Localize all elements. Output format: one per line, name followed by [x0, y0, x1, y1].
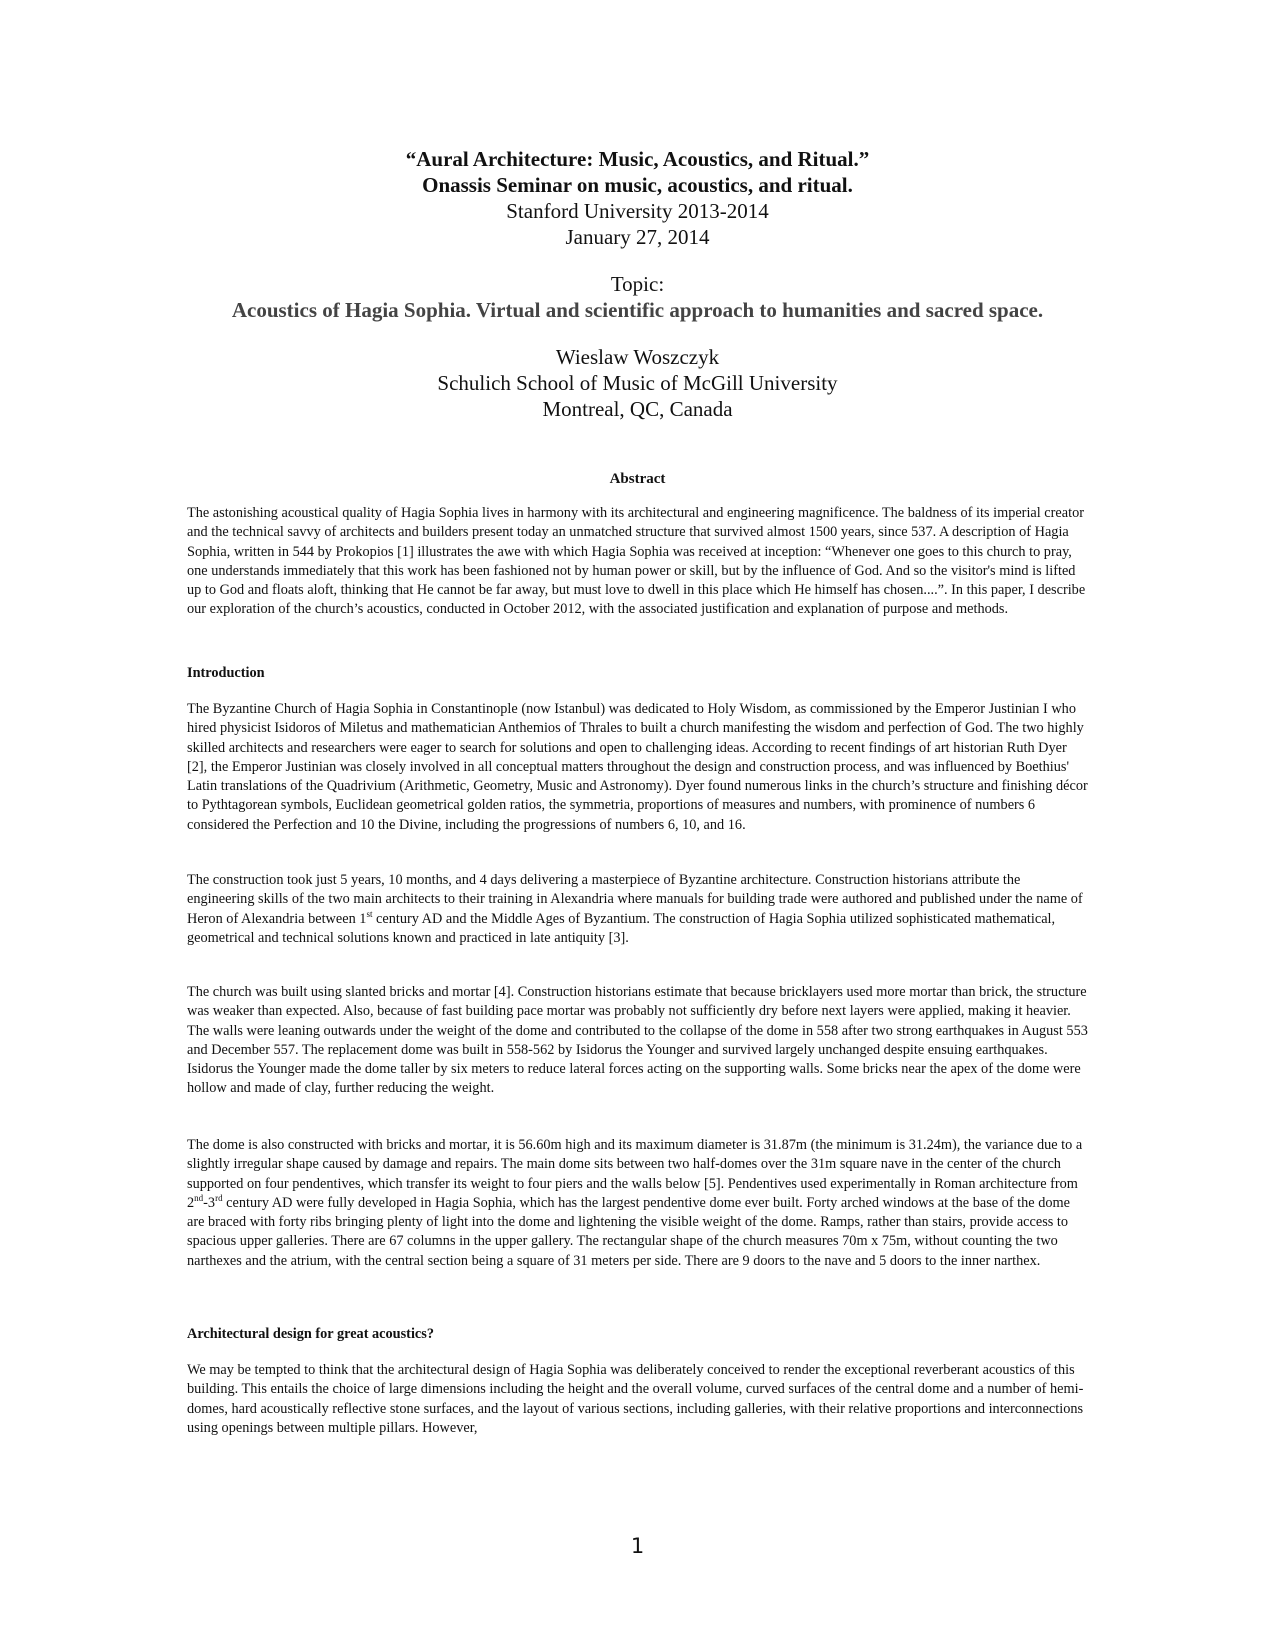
topic-label: Topic: [610, 272, 665, 296]
paragraph-text: -3 [203, 1194, 216, 1211]
abstract-paragraph: The astonishing acoustical quality of Hagia Sophia lives in harmony with its architectural and engineering magnificence. The baldness of its imperial creator and the technical savvy of architects and builders present today an unmatched structure that survived almost 1500 years, since 537. A description of Hagia Sophia, written in 544 by Prokopios [1] illustrates the awe with which Hagia Sophia was received at inception: “Whenever one goes to this church to pray, one understands immediately that this work has been fashioned not by human power or skill, but by the influence of God. And so the visitor's mind is lifted up to God and floats aloft, thinking that He cannot be far away, but must love to dwell in this place which He himself has chosen....”. In this paper, I describe our exploration of the church’s acoustics, conducted in October 2012, with the associated justification and explanation of purpose and methods. [187, 505, 1086, 618]
author-affiliation: Schulich School of Music of McGill University [437, 371, 838, 395]
introduction-paragraph-4 [187, 1136, 1089, 1271]
seminar-subtitle: Onassis Seminar on music, acoustics, and ritual. [422, 173, 853, 197]
architectural-heading: Architectural design for great acoustics? [187, 1326, 434, 1342]
page-number: 1 [630, 1534, 645, 1558]
paragraph: We may be tempted to think that the architectural design of Hagia Sophia was deliberately conceived to render the exceptional reverberant acoustics of this building. This entails the choice of large dimensions including the height and the overall volume, curved surfaces of the central dome and a number of hemi-domes, hard acoustically reflective stone surfaces, and the layout of various sections, including galleries, with their relative proportions and interconnections using openings between multiple pillars. However, [187, 1362, 1084, 1436]
introduction-paragraph-3 [187, 983, 1089, 1099]
abstract-heading: Abstract [609, 471, 666, 487]
introduction-heading: Introduction [187, 665, 265, 681]
introduction-paragraph-1 [187, 700, 1089, 835]
title-block [0, 146, 1275, 422]
seminar-title: “Aural Architecture: Music, Acoustics, and Ritual.” [405, 147, 870, 171]
superscript: nd [194, 1192, 204, 1203]
paragraph-text: The construction took just 5 years, 10 months, and 4 days delivering a masterpiece of Byzantine architecture. Construction historians attribute the engineering skills of the two main architects to their training in Alexandria where manuals for building trade were authored and published under the name of Heron of Alexandria between 1 [187, 872, 1083, 927]
institution-year: Stanford University 2013-2014 [506, 199, 769, 223]
paragraph-text: century AD were fully developed in Hagia Sophia, which has the largest pendentive dome ever built. Forty arched windows at the base of the dome are braced with forty ribs bringing plenty of light into the dome and lightening the visible weight of the dome. Ramps, rather than stairs, provide access to spacious upper galleries. There are 67 columns in the upper gallery. The rectangular shape of the church measures 70m x 75m, without counting the two narthexes and the atrium, with the central section being a square of 31 meters per side. There are 9 doors to the nave and 5 doors to the inner narthex. [187, 1194, 1070, 1269]
author-name: Wieslaw Woszczyk [555, 345, 720, 369]
paragraph-text: The dome is also constructed with bricks and mortar, it is 56.60m high and its maximum diameter is 31.87m (the minimum is 31.24m), the variance due to a slightly irregular shape caused by damage and repairs. The main dome sits between two half-domes over the 31m square nave in the center of the church supported on four pendentives, which transfer its weight to four piers and the walls below [5]. Pendentives used experimentally in Roman architecture from 2 [187, 1137, 1083, 1211]
paragraph [187, 1136, 1089, 1271]
introduction-paragraph-2 [187, 871, 1089, 948]
paragraph: The church was built using slanted bricks and mortar [4]. Construction historians estimate that because bricklayers used more mortar than brick, the structure was weaker than expected. Also, because of fast building pace mortar was probably not sufficiently dry before next layers were applied, making it heavier. The walls were leaning outwards under the weight of the dome and contributed to the collapse of the dome in 558 after two strong earthquakes in August 553 and December 557. The replacement dome was built in 558-562 by Isidorus the Younger and survived largely unchanged despite ensuing earthquakes. Isidorus the Younger made the dome taller by six meters to reduce lateral forces acting on the supporting walls. Some bricks near the apex of the dome were hollow and made of clay, further reducing the weight. [187, 984, 1088, 1097]
superscript: st [366, 908, 373, 919]
author-location: Montreal, QC, Canada [542, 397, 733, 421]
paragraph-text: century AD and the Middle Ages of Byzantium. The construction of Hagia Sophia utilized sophisticated mathematical, geometrical and technical solutions known and practiced in late antiquity [3]. [187, 910, 1056, 946]
architectural-paragraph-1 [187, 1361, 1089, 1438]
superscript: rd [215, 1192, 223, 1203]
topic-title: Acoustics of Hagia Sophia. Virtual and scientific approach to humanities and sacred space. [231, 298, 1044, 322]
seminar-date: January 27, 2014 [565, 225, 710, 249]
abstract-text [187, 504, 1089, 620]
paragraph [187, 871, 1089, 948]
paragraph: The Byzantine Church of Hagia Sophia in Constantinople (now Istanbul) was dedicated to Holy Wisdom, as commissioned by the Emperor Justinian I who hired physicist Isidoros of Miletus and mathematician Anthemios of Thrales to built a church manifesting the wisdom and perfection of God. The two highly skilled architects and researchers were eager to search for solutions and open to challenging ideas. According to recent findings of art historian Ruth Dyer [2], the Emperor Justinian was closely involved in all conceptual matters throughout the design and construction process, and was influenced by Boethius' Latin translations of the Quadrivium (Arithmetic, Geometry, Music and Astronomy). Dyer found numerous links in the church’s structure and finishing décor to Pythtagorean symbols, Euclidean geometrical golden ratios, the symmetria, proportions of measures and numbers, with prominence of numbers 6 considered the Perfection and 10 the Divine, including the progressions of numbers 6, 10, and 16. [187, 701, 1088, 833]
